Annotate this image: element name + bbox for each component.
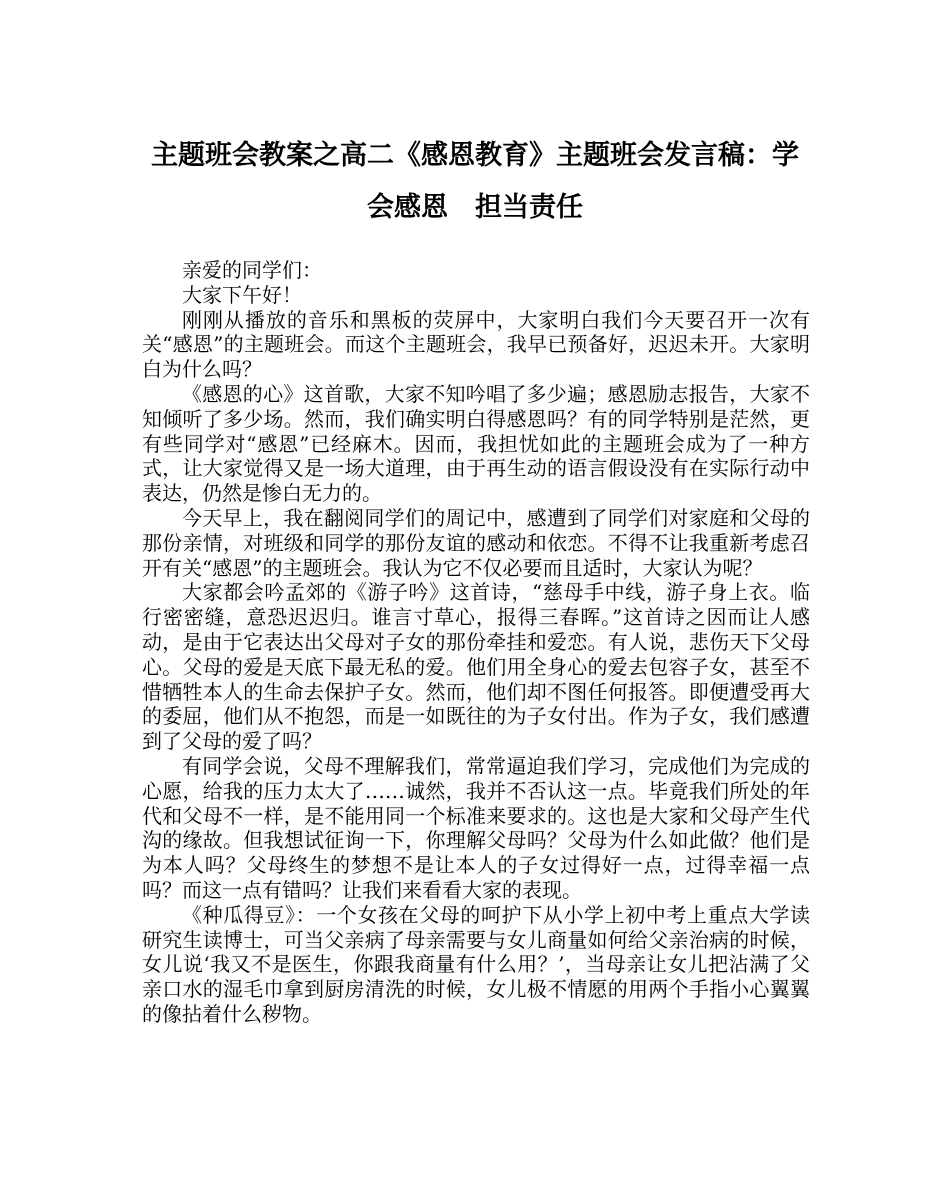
document-body xyxy=(142,258,810,1027)
title-line-2: 会感恩 担当责任 xyxy=(367,192,583,223)
paragraph: 《种瓜得豆》：一个女孩在父母的呵护下从小学上初中考上重点大学读研究生读博士，可当父亲病了母亲需要与女儿商量如何给父亲治病的时候，女儿说‘我又不是医生，你跟我商量有什么用？’，当母亲让女儿把沾满了父亲口水的湿毛巾拿到厨房清洗的时候，女儿极不情愿的用两个手指小心翼翼的像拈着什么秽物。 xyxy=(142,902,810,1026)
salutation: 亲爱的同学们： xyxy=(182,258,322,282)
greeting: 大家下午好！ xyxy=(182,282,302,307)
paragraph: 有同学会说，父母不理解我们，常常逼迫我们学习，完成他们为完成的心愿，给我的压力太大了……诚然，我并不否认这一点。毕竟我们所处的年代和父母不一样，是不能用同一个标准来要求的。这也是大家和父母产生代沟的缘故。但我想试征询一下，你理解父母吗？父母为什么如此做？他们是为本人吗？父母终生的梦想不是让本人的子女过得好一点，过得幸福一点吗？而这一点有错吗？让我们来看看大家的表现。 xyxy=(142,753,810,902)
document-title xyxy=(140,130,810,234)
paragraph: 今天早上，我在翻阅同学们的周记中，感遭到了同学们对家庭和父母的那份亲情，对班级和同学的那份友谊的感动和依恋。不得不让我重新考虑召开有关“感恩”的主题班会。我认为它不仅必要而且适时，大家认为呢？ xyxy=(142,505,810,580)
paragraph: 大家都会吟孟郊的《游子吟》这首诗，“慈母手中线，游子身上衣。临行密密缝，意恐迟迟归。谁言寸草心，报得三春晖。”这首诗之因而让人感动，是由于它表达出父母对子女的那份牵挂和爱恋。有人说，悲伤天下父母心。父母的爱是天底下最无私的爱。他们用全身心的爱去包容子女，甚至不惜牺牲本人的生命去保护子女。然而，他们却不图任何报答。即便遭受再大的委屈，他们从不抱怨，而是一如既往的为子女付出。作为子女，我们感遭到了父母的爱了吗？ xyxy=(142,580,810,754)
paragraph: 《感恩的心》这首歌，大家不知吟唱了多少遍；感恩励志报告，大家不知倾听了多少场。然而，我们确实明白得感恩吗？有的同学特别是茫然，更有些同学对“感恩”已经麻木。因而，我担忧如此的主题班会成为了一种方式，让大家觉得又是一场大道理，由于再生动的语言假设没有在实际行动中表达，仍然是惨白无力的。 xyxy=(142,381,810,506)
paragraph: 刚刚从播放的音乐和黑板的荧屏中，大家明白我们今天要召开一次有关“感恩”的主题班会。而这个主题班会，我早已预备好，迟迟未开。大家明白为什么吗？ xyxy=(142,307,810,382)
title-line-1: 主题班会教案之高二《感恩教育》主题班会发言稿：学 xyxy=(151,140,799,171)
